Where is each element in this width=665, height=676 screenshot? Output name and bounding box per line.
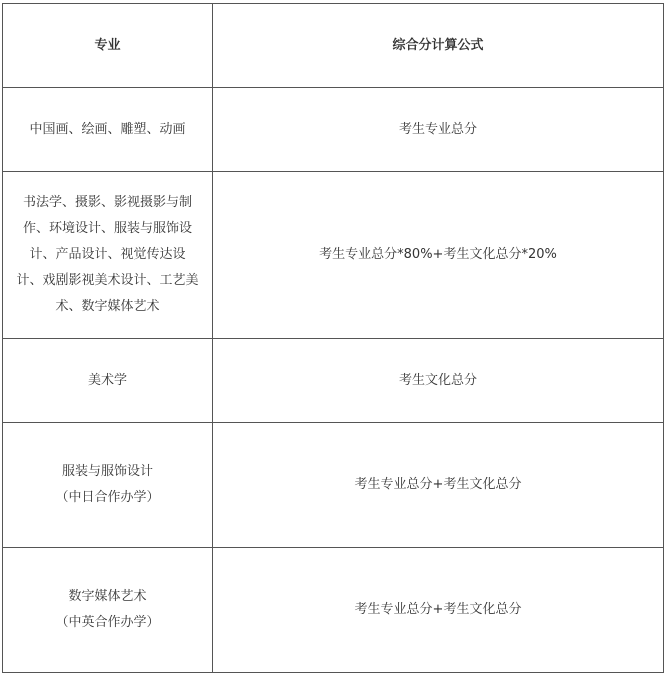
major-text: 计、戏剧影视美术设计、工艺美 bbox=[16, 273, 199, 288]
major-cell bbox=[3, 548, 213, 673]
major-cell bbox=[3, 172, 213, 339]
major-text: 作、环境设计、服装与服饰设 bbox=[22, 221, 192, 236]
major-text: （中英合作办学） bbox=[55, 615, 160, 630]
formula-cell: 考生专业总分+考生文化总分 bbox=[213, 548, 664, 673]
table-row bbox=[3, 88, 664, 172]
major-text: （中日合作办学） bbox=[55, 490, 160, 505]
major-cell bbox=[3, 88, 213, 172]
major-text: 术、数字媒体艺术 bbox=[55, 299, 160, 314]
major-cell bbox=[3, 423, 213, 548]
score-formula-table bbox=[2, 3, 664, 673]
header-major: 专业 bbox=[3, 4, 213, 88]
major-text: 美术学 bbox=[87, 372, 127, 388]
table-row bbox=[3, 339, 664, 423]
table-row bbox=[3, 548, 664, 673]
major-text: 服装与服饰设计 bbox=[61, 464, 153, 479]
formula-cell: 考生专业总分+考生文化总分 bbox=[213, 423, 664, 548]
major-text: 书法学、摄影、影视摄影与制 bbox=[22, 195, 192, 210]
formula-cell: 考生文化总分 bbox=[213, 339, 664, 423]
major-text: 计、产品设计、视觉传达设 bbox=[29, 247, 186, 262]
major-cell bbox=[3, 339, 213, 423]
header-formula: 综合分计算公式 bbox=[213, 4, 664, 88]
table-header-row bbox=[3, 4, 664, 88]
formula-cell: 考生专业总分 bbox=[213, 88, 664, 172]
formula-cell: 考生专业总分*80%+考生文化总分*20% bbox=[213, 172, 664, 339]
table-row bbox=[3, 423, 664, 548]
major-text: 中国画、绘画、雕塑、动画 bbox=[29, 121, 186, 137]
major-text: 数字媒体艺术 bbox=[68, 589, 147, 604]
table-row bbox=[3, 172, 664, 339]
